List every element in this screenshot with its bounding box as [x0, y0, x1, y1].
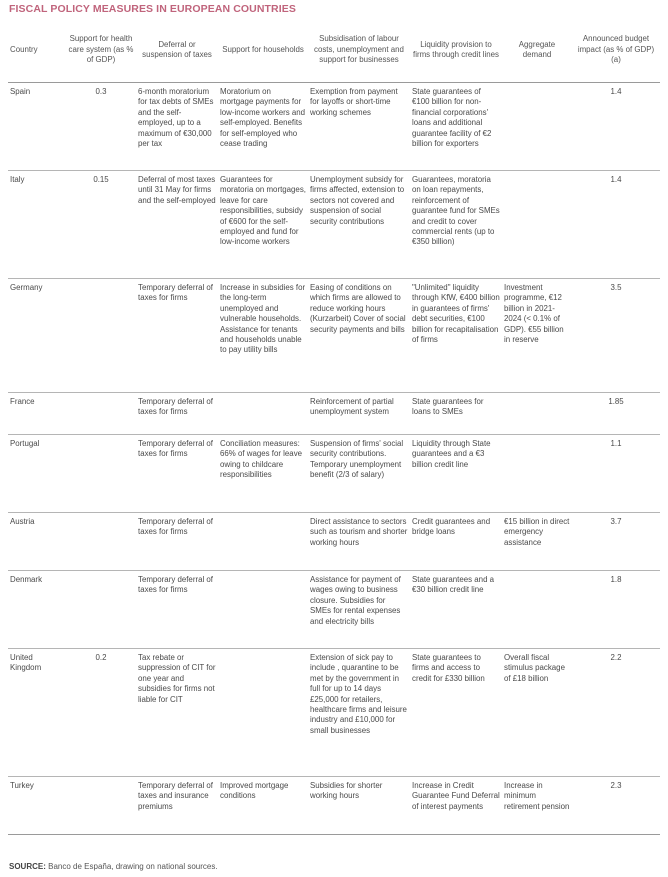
liquidity-cell: Increase in Credit Guarantee Fund Deferral of interest payments [410, 777, 502, 835]
table-row [8, 279, 660, 393]
demand-cell: €15 billion in direct emergency assistance [502, 513, 572, 571]
demand-cell [502, 171, 572, 279]
health-cell [66, 571, 136, 649]
labour-cell: Exemption from payment for layoffs or short-time working schemes [308, 83, 410, 171]
country-cell: Italy [8, 171, 66, 279]
table-row [8, 649, 660, 777]
health-cell [66, 435, 136, 513]
table-row [8, 777, 660, 835]
labour-cell: Easing of conditions on which firms are allowed to reduce working hours (Kurzarbeit) Cover of social security payments and bills [308, 279, 410, 393]
taxes-cell: Deferral of most taxes until 31 May for firms and the self-employed [136, 171, 218, 279]
demand-cell: Investment programme, €12 billion in 2021-2024 (< 0.1% of GDP). €55 billion in reserve [502, 279, 572, 393]
page-title: FISCAL POLICY MEASURES IN EUROPEAN COUNTRIES [9, 3, 296, 15]
table-row [8, 83, 660, 171]
taxes-cell: Temporary deferral of taxes for firms [136, 393, 218, 435]
households-cell: Moratorium on mortgage payments for low-income workers and self-employed. Benefits for self-employed who cease trading [218, 83, 308, 171]
demand-cell [502, 571, 572, 649]
budget-cell: 3.7 [572, 513, 660, 571]
households-cell: Guarantees for moratoria on mortgages, leave for care responsibilities, subsidy of €600 for the self-employed and fund for low-income workers [218, 171, 308, 279]
taxes-cell: Temporary deferral of taxes and insurance premiums [136, 777, 218, 835]
liquidity-cell: Liquidity through State guarantees and a €3 billion credit line [410, 435, 502, 513]
header-liquidity: Liquidity provision to firms through credit lines [410, 22, 502, 83]
table-row [8, 393, 660, 435]
liquidity-cell: State guarantees and a €30 billion credit line [410, 571, 502, 649]
liquidity-cell: State guarantees to firms and access to credit for £330 billion [410, 649, 502, 777]
demand-cell [502, 435, 572, 513]
header-health-support: Support for health care system (as % of GDP) [66, 22, 136, 83]
liquidity-cell: State guarantees for loans to SMEs [410, 393, 502, 435]
table-row [8, 513, 660, 571]
country-cell: Germany [8, 279, 66, 393]
labour-cell: Unemployment subsidy for firms affected, extension to sectors not covered and suspension of social security contributions [308, 171, 410, 279]
budget-cell: 1.4 [572, 83, 660, 171]
country-cell: Austria [8, 513, 66, 571]
labour-cell: Direct assistance to sectors such as tourism and shorter working hours [308, 513, 410, 571]
health-cell [66, 513, 136, 571]
labour-cell: Extension of sick pay to include , quarantine to be met by the government in full for up to 14 days £25,000 for retailers, healthcare firms and leisure industry and £10,000 for small businesses [308, 649, 410, 777]
header-labour-subsidies: Subsidisation of labour costs, unemployment and support for businesses [308, 22, 410, 83]
labour-cell: Assistance for payment of wages owing to business closure. Subsidies for SMEs for rental expenses and electricity bills [308, 571, 410, 649]
budget-cell: 2.3 [572, 777, 660, 835]
budget-cell: 1.4 [572, 171, 660, 279]
demand-cell: Increase in minimum retirement pension [502, 777, 572, 835]
taxes-cell: Tax rebate or suppression of CIT for one year and subsidies for firms not liable for CIT [136, 649, 218, 777]
liquidity-cell: State guarantees of €100 billion for non-financial corporations' loans and additional guarantee facility of €2 billion for exporters [410, 83, 502, 171]
country-cell: France [8, 393, 66, 435]
country-cell: Spain [8, 83, 66, 171]
labour-cell: Suspension of firms' social security contributions. Temporary unemployment benefit (2/3 of salary) [308, 435, 410, 513]
country-cell: Denmark [8, 571, 66, 649]
health-cell: 0.15 [66, 171, 136, 279]
taxes-cell: Temporary deferral of taxes for firms [136, 513, 218, 571]
source-label: SOURCE: [9, 862, 46, 871]
source-text: Banco de España, drawing on national sources. [48, 862, 218, 871]
budget-cell: 2.2 [572, 649, 660, 777]
taxes-cell: Temporary deferral of taxes for firms [136, 279, 218, 393]
taxes-cell: 6-month moratorium for tax debts of SMEs and the self-employed, up to a maximum of €30,000 per tax [136, 83, 218, 171]
header-country: Country [8, 22, 66, 83]
budget-cell: 1.8 [572, 571, 660, 649]
table-row [8, 571, 660, 649]
budget-cell: 3.5 [572, 279, 660, 393]
health-cell: 0.3 [66, 83, 136, 171]
table-header-row [8, 22, 660, 83]
liquidity-cell: Guarantees, moratoria on loan repayments, reinforcement of guarantee fund for SMEs and credit to cover commercial rents (up to €350 billion) [410, 171, 502, 279]
table-row [8, 171, 660, 279]
country-cell: Turkey [8, 777, 66, 835]
header-budget-impact: Announced budget impact (as % of GDP) (a) [572, 22, 660, 83]
country-cell: United Kingdom [8, 649, 66, 777]
labour-cell: Subsidies for shorter working hours [308, 777, 410, 835]
country-cell: Portugal [8, 435, 66, 513]
households-cell: Increase in subsidies for the long-term unemployed and vulnerable households. Assistance for tenants and households unable to pay utility bills [218, 279, 308, 393]
fiscal-measures-table [8, 22, 660, 835]
households-cell: Conciliation measures: 66% of wages for leave owing to childcare responsibilities [218, 435, 308, 513]
households-cell [218, 571, 308, 649]
budget-cell: 1.1 [572, 435, 660, 513]
budget-cell: 1.85 [572, 393, 660, 435]
taxes-cell: Temporary deferral of taxes for firms [136, 435, 218, 513]
health-cell: 0.2 [66, 649, 136, 777]
taxes-cell: Temporary deferral of taxes for firms [136, 571, 218, 649]
health-cell [66, 279, 136, 393]
header-household-support: Support for households [218, 22, 308, 83]
source-note [9, 862, 218, 871]
table-row [8, 435, 660, 513]
header-tax-deferral: Deferral or suspension of taxes [136, 22, 218, 83]
demand-cell: Overall fiscal stimulus package of £18 billion [502, 649, 572, 777]
demand-cell [502, 393, 572, 435]
labour-cell: Reinforcement of partial unemployment system [308, 393, 410, 435]
households-cell: Improved mortgage conditions [218, 777, 308, 835]
health-cell [66, 777, 136, 835]
demand-cell [502, 83, 572, 171]
households-cell [218, 513, 308, 571]
header-aggregate-demand: Aggregate demand [502, 22, 572, 83]
households-cell [218, 649, 308, 777]
households-cell [218, 393, 308, 435]
liquidity-cell: "Unlimited" liquidity through KfW, €400 billion in guarantees of firms' debt securities, €100 billion for recapitalisation of firms [410, 279, 502, 393]
health-cell [66, 393, 136, 435]
liquidity-cell: Credit guarantees and bridge loans [410, 513, 502, 571]
